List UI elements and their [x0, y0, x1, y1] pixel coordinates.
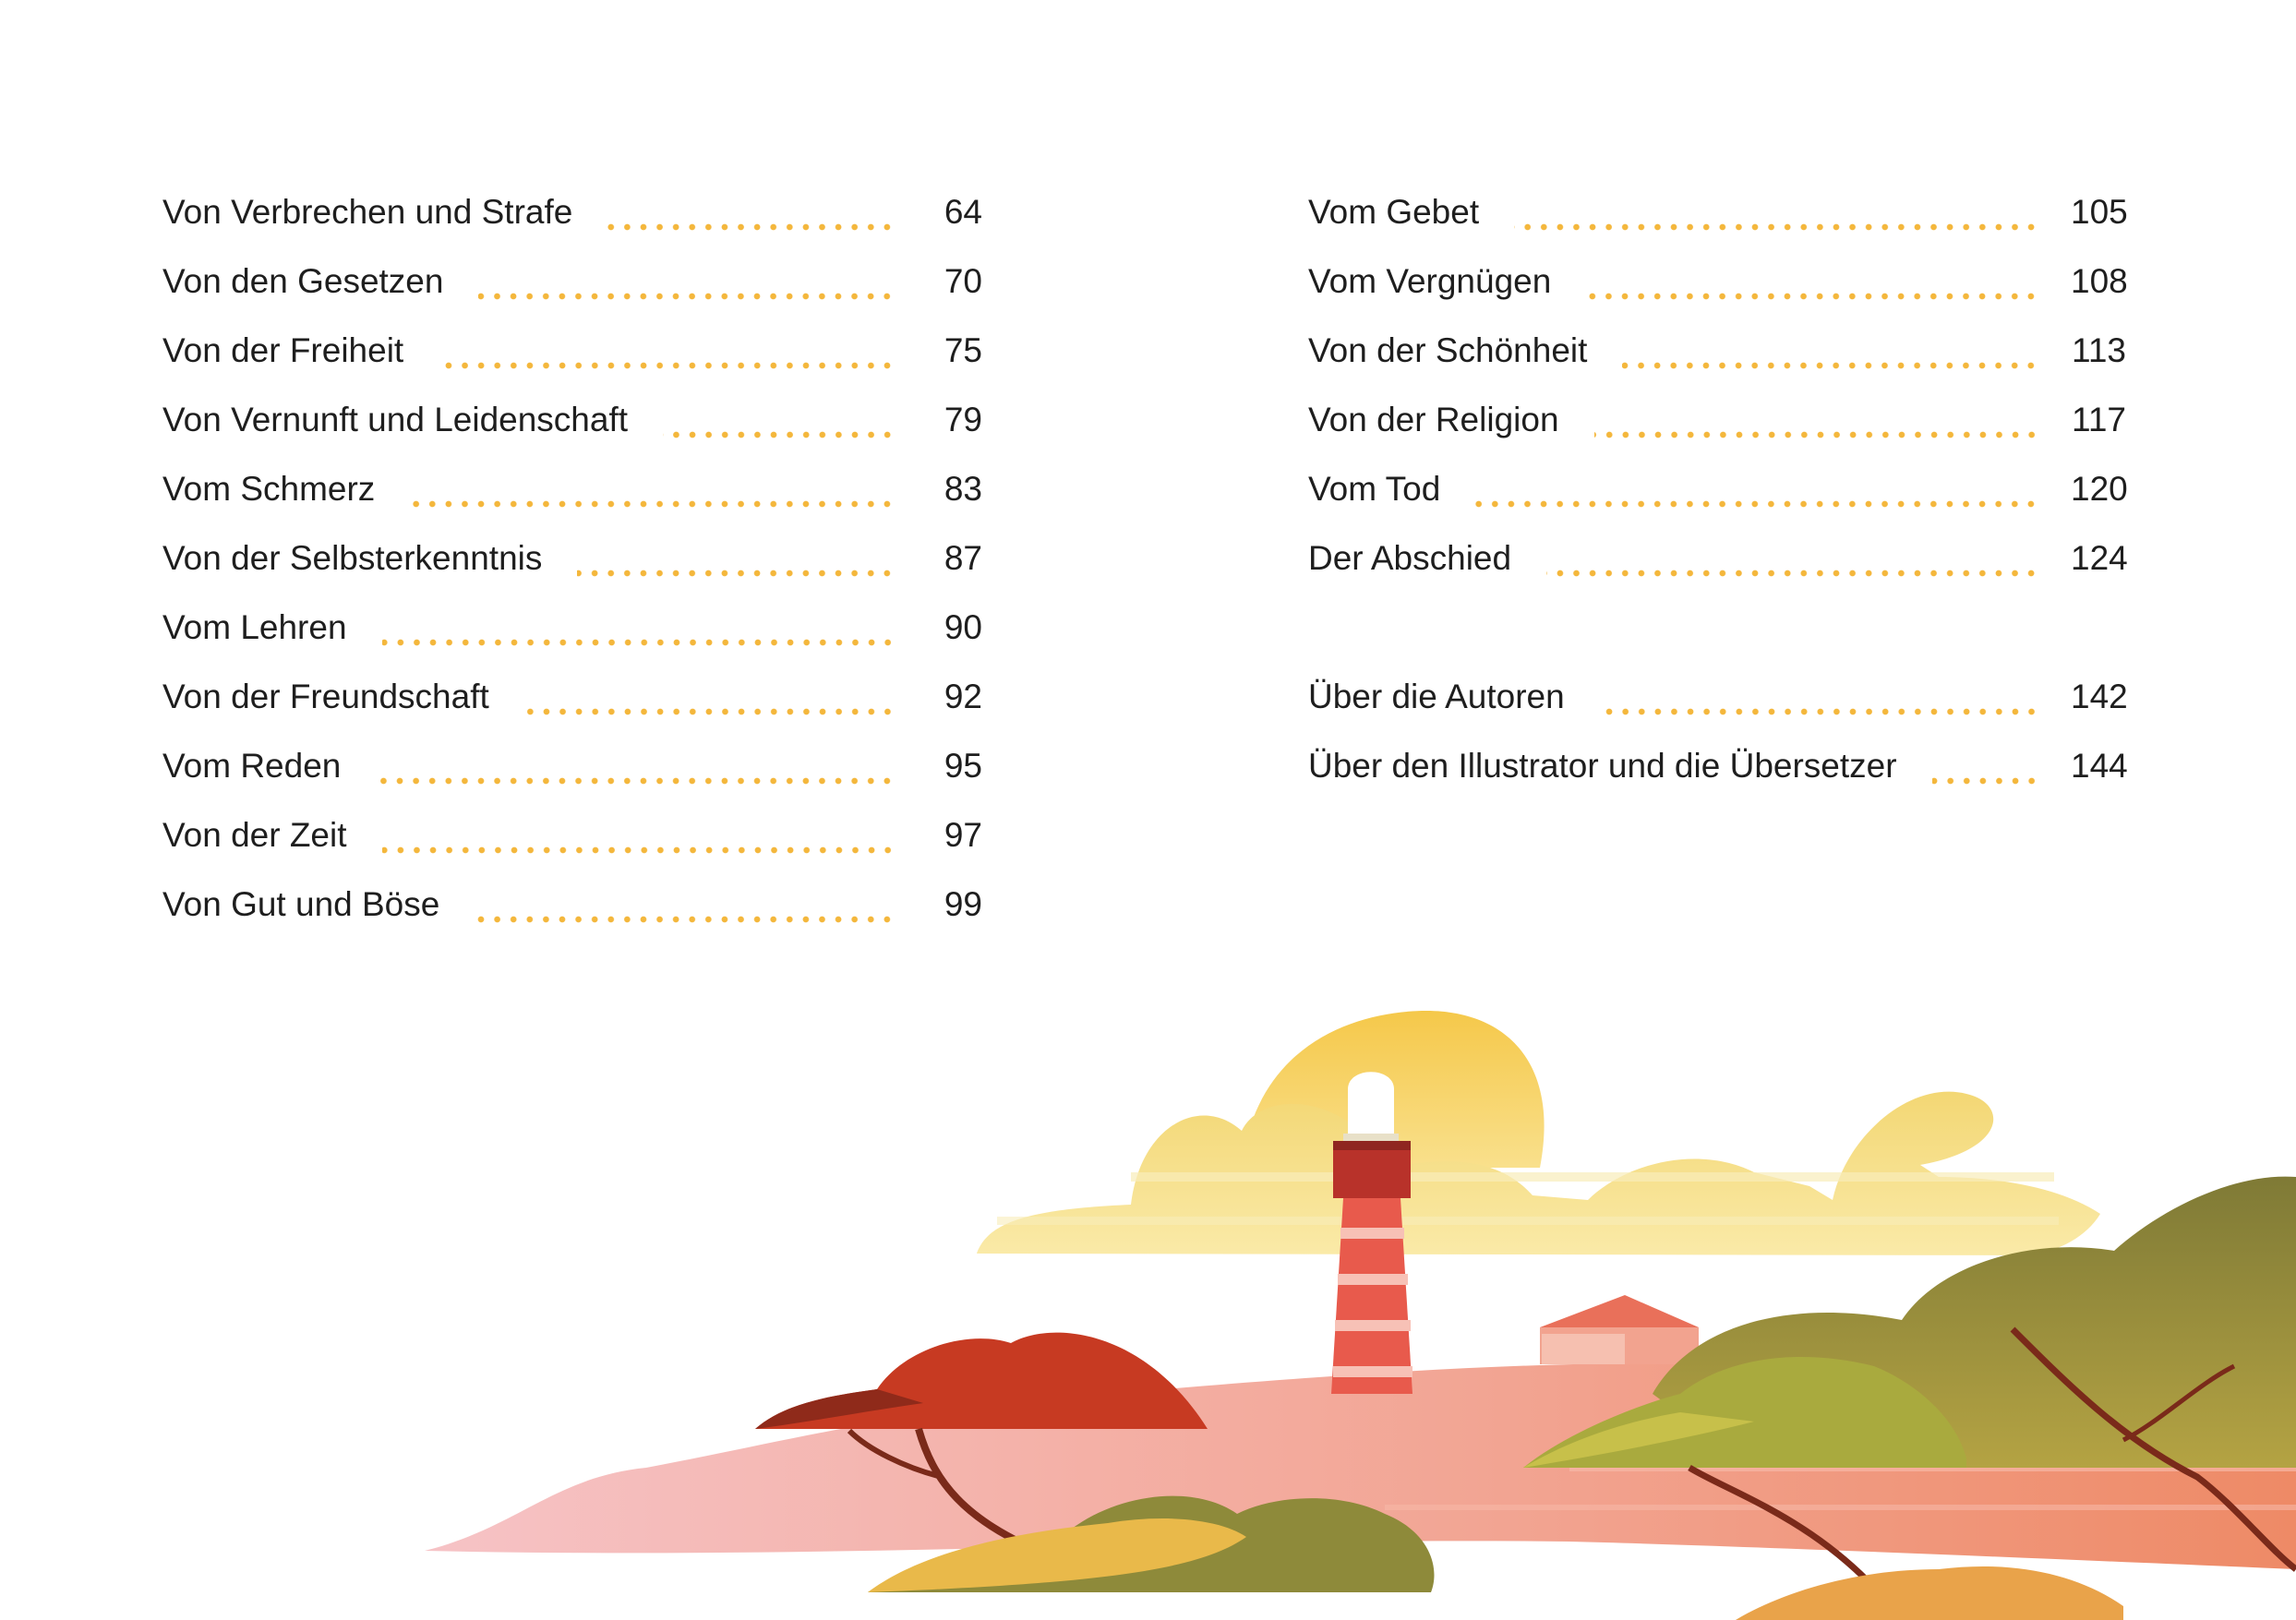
- toc-entry-page: 142: [2071, 678, 2128, 715]
- toc-entry-page: 105: [2071, 193, 2128, 231]
- toc-entry-page: 95: [944, 747, 982, 785]
- toc-entry[interactable]: [162, 254, 982, 323]
- leader-dots: [439, 362, 896, 369]
- toc-entry[interactable]: [162, 185, 982, 254]
- toc-entry[interactable]: [162, 738, 982, 808]
- toc-entry-title: Vom Gebet: [1308, 193, 1480, 231]
- toc-entry-title: Von den Gesetzen: [162, 262, 444, 300]
- leader-dots: [1514, 223, 2039, 231]
- toc-entry[interactable]: [1308, 738, 2126, 808]
- toc-entry-title: Vom Lehren: [162, 608, 347, 646]
- toc-entry-title: Von der Schönheit: [1308, 331, 1588, 369]
- leader-dots: [478, 293, 896, 300]
- landscape-illustration: [0, 978, 2296, 1620]
- toc-entry-title: Der Abschied: [1308, 539, 1512, 577]
- toc-section-gap: [1308, 600, 2126, 669]
- toc-entry-title: Von Verbrechen und Strafe: [162, 193, 573, 231]
- toc-entry[interactable]: [162, 808, 982, 877]
- toc-entry[interactable]: [1308, 531, 2126, 600]
- toc-entry[interactable]: [162, 669, 982, 738]
- toc-entry-title: Vom Tod: [1308, 470, 1441, 508]
- leader-dots: [1546, 570, 2039, 577]
- house-icon: [1540, 1295, 1699, 1364]
- toc-column-left: [162, 185, 982, 946]
- toc-entry-title: Von der Zeit: [162, 816, 347, 854]
- toc-entry-title: Vom Reden: [162, 747, 342, 785]
- toc-entry[interactable]: [1308, 392, 2126, 462]
- toc-entry-page: 70: [944, 262, 982, 300]
- toc-entry-page: 144: [2071, 747, 2128, 785]
- toc-entry[interactable]: [1308, 254, 2126, 323]
- toc-entry-page: 99: [944, 885, 982, 923]
- toc-entry-page: 90: [944, 608, 982, 646]
- leader-dots: [1586, 293, 2039, 300]
- toc-entry-title: Von der Selbsterkenntnis: [162, 539, 543, 577]
- toc-entry[interactable]: [162, 877, 982, 946]
- toc-entry-title: Vom Vergnügen: [1308, 262, 1552, 300]
- toc-entry-page: 64: [944, 193, 982, 231]
- toc-entry-page: 97: [944, 816, 982, 854]
- leader-dots: [376, 777, 896, 785]
- leader-dots: [1622, 362, 2039, 369]
- toc-entry-title: Von der Religion: [1308, 401, 1559, 438]
- toc-entry-title: Von der Freundschaft: [162, 678, 489, 715]
- toc-entry-title: Vom Schmerz: [162, 470, 376, 508]
- leader-dots: [1600, 708, 2039, 715]
- toc-entry[interactable]: [162, 600, 982, 669]
- toc-entry[interactable]: [1308, 462, 2126, 531]
- toc-entry-page: 75: [944, 331, 982, 369]
- toc-entry-page: 120: [2071, 470, 2128, 508]
- toc-entry-page: 124: [2071, 539, 2128, 577]
- leader-dots: [524, 708, 896, 715]
- leader-dots: [410, 500, 896, 508]
- toc-entry[interactable]: [1308, 669, 2126, 738]
- toc-entry[interactable]: [1308, 323, 2126, 392]
- toc-entry-title: Über die Autoren: [1308, 678, 1565, 715]
- toc-entry-title: Über den Illustrator und die Übersetzer: [1308, 747, 1897, 785]
- leader-dots: [382, 639, 896, 646]
- toc-entry[interactable]: [1308, 185, 2126, 254]
- toc-entry-page: 113: [2072, 331, 2126, 369]
- leader-dots: [607, 223, 896, 231]
- toc-entry-title: Von Vernunft und Leidenschaft: [162, 401, 629, 438]
- toc-entry[interactable]: [162, 323, 982, 392]
- toc-column-right: [1308, 185, 2126, 808]
- toc-entry-title: Von Gut und Böse: [162, 885, 440, 923]
- toc-entry-page: 92: [944, 678, 982, 715]
- toc-entry-page: 87: [944, 539, 982, 577]
- toc-entry[interactable]: [162, 462, 982, 531]
- leader-dots: [1932, 777, 2039, 785]
- toc-entry-title: Von der Freiheit: [162, 331, 404, 369]
- leader-dots: [382, 846, 896, 854]
- leader-dots: [577, 570, 896, 577]
- toc-entry[interactable]: [162, 392, 982, 462]
- toc-entry-page: 83: [944, 470, 982, 508]
- toc-entry-page: 79: [944, 401, 982, 438]
- toc-entry[interactable]: [162, 531, 982, 600]
- toc-entry-page: 108: [2071, 262, 2128, 300]
- toc-entry-page: 117: [2072, 401, 2126, 438]
- leader-dots: [475, 916, 896, 923]
- leader-dots: [1475, 500, 2039, 508]
- leader-dots: [663, 431, 896, 438]
- leader-dots: [1594, 431, 2039, 438]
